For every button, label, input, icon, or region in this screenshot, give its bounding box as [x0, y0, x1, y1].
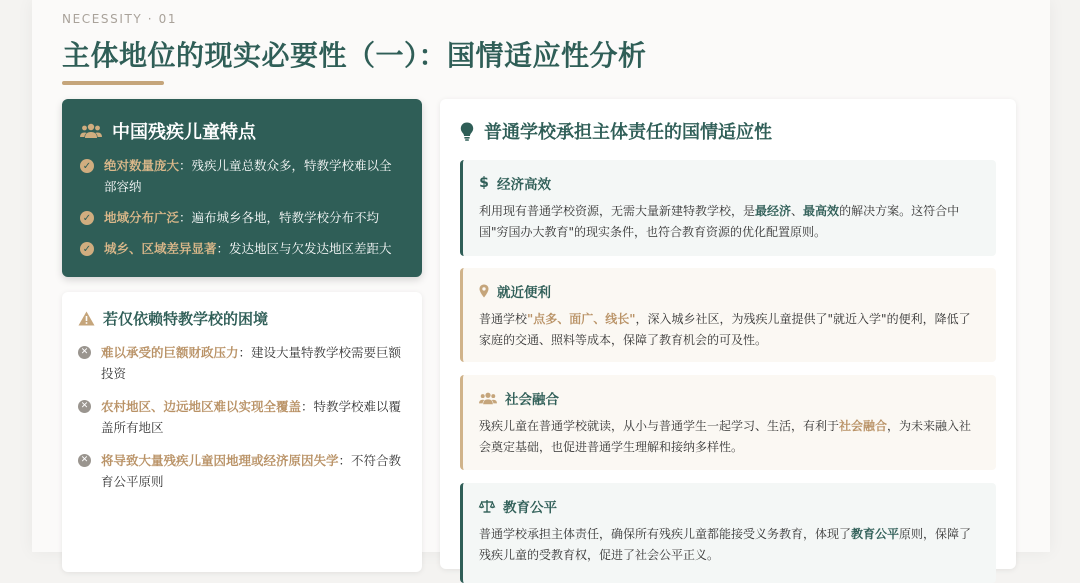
dilemma-label: 难以承受的巨额财政压力	[101, 345, 239, 360]
trait-text: 残疾儿童总数众多，特教学校难以全部容纳	[104, 158, 392, 194]
traits-card-title: 中国残疾儿童特点	[112, 122, 256, 143]
highlight-text: "点多、面广、线长"	[527, 312, 636, 326]
traits-card-header	[80, 117, 404, 145]
check-circle-icon: ✓	[80, 242, 94, 256]
adaptability-card	[440, 99, 1016, 569]
dilemma-text: 特教学校难以覆盖所有地区	[101, 399, 402, 435]
trait-label: 地域分布广泛	[104, 210, 180, 225]
check-circle-icon: ✓	[80, 159, 94, 173]
section-title: 就近便利	[497, 285, 551, 301]
lightbulb-icon	[460, 122, 474, 141]
trait-label: 绝对数量庞大	[104, 158, 180, 173]
users-icon	[479, 392, 497, 405]
title-underline	[62, 81, 164, 85]
section-title: 经济高效	[497, 177, 551, 193]
dilemma-text: 不符合教育公平原则	[101, 453, 402, 489]
highlight-text: 教育公平	[851, 527, 900, 541]
dilemma-label: 将导致大量残疾儿童因地理或经济原因失学	[101, 453, 339, 468]
list-item: ✓ 绝对数量庞大：残疾儿童总数众多，特教学校难以全部容纳	[80, 155, 404, 197]
section-body: 普通学校"点多、面广、线长"，深入城乡社区，为残疾儿童提供了"就近入学"的便利，降低了家庭的交通、照料等成本，保障了教育机会的可及性。	[479, 312, 971, 347]
traits-card	[62, 99, 422, 277]
page-title: 主体地位的现实必要性（一）：国情适应性分析	[62, 39, 647, 72]
scale-icon	[479, 499, 495, 513]
warning-icon	[78, 311, 95, 326]
highlight-text: 最经济	[755, 204, 792, 218]
list-item: ✕ 农村地区、边远地区难以实现全覆盖：特教学校难以覆盖所有地区	[78, 396, 404, 438]
trait-label: 城乡、区域差异显著	[104, 241, 217, 256]
section-body: 普通学校承担主体责任，确保所有残疾儿童都能接受义务教育，体现了教育公平原则，保障了残疾儿童的受教育权，促进了社会公平正义。	[479, 527, 972, 562]
users-icon	[80, 123, 102, 139]
section-title: 教育公平	[503, 500, 557, 516]
section-body: 利用现有普通学校资源，无需大量新建特教学校，是最经济、最高效的解决方案。这符合中国"穷国办大教育"的现实条件，也符合教育资源的优化配置原则。	[479, 204, 960, 239]
dollar-icon: $	[479, 175, 489, 191]
check-circle-icon: ✓	[80, 211, 94, 225]
dilemma-card-header	[78, 306, 404, 330]
section-convenience	[460, 268, 996, 362]
dilemma-card-title: 若仅依赖特教学校的困境	[103, 309, 269, 328]
section-eyebrow: NECESSITY · 01	[62, 12, 178, 26]
section-integration	[460, 375, 996, 470]
trait-text: 发达地区与欠发达地区差距大	[229, 241, 392, 256]
dilemma-card	[62, 292, 422, 572]
list-item: ✓ 地域分布广泛：遍布城乡各地，特教学校分布不均	[80, 207, 404, 228]
adaptability-card-header	[460, 119, 996, 143]
slide-page	[32, 0, 1050, 562]
highlight-text: 最高效	[803, 204, 840, 218]
trait-text: 遍布城乡各地，特教学校分布不均	[191, 210, 380, 225]
list-item: ✕ 将导致大量残疾儿童因地理或经济原因失学：不符合教育公平原则	[78, 450, 404, 492]
section-equity	[460, 483, 996, 583]
list-item: ✓ 城乡、区域差异显著：发达地区与欠发达地区差距大	[80, 238, 404, 259]
dilemma-label: 农村地区、边远地区难以实现全覆盖	[101, 399, 302, 414]
map-pin-icon	[479, 284, 489, 298]
section-title: 社会融合	[505, 392, 559, 408]
list-item: ✕ 难以承受的巨额财政压力：建设大量特教学校需要巨额投资	[78, 342, 404, 384]
x-circle-icon: ✕	[78, 454, 91, 467]
highlight-text: 社会融合	[839, 419, 888, 433]
section-body: 残疾儿童在普通学校就读，从小与普通学生一起学习、生活，有利于社会融合，为未来融入社会奠定基础，也促进普通学生理解和接纳多样性。	[479, 419, 972, 454]
dilemma-text: 建设大量特教学校需要巨额投资	[101, 345, 402, 381]
section-economic	[460, 160, 996, 256]
x-circle-icon: ✕	[78, 346, 91, 359]
adaptability-card-title: 普通学校承担主体责任的国情适应性	[484, 122, 772, 143]
x-circle-icon: ✕	[78, 400, 91, 413]
